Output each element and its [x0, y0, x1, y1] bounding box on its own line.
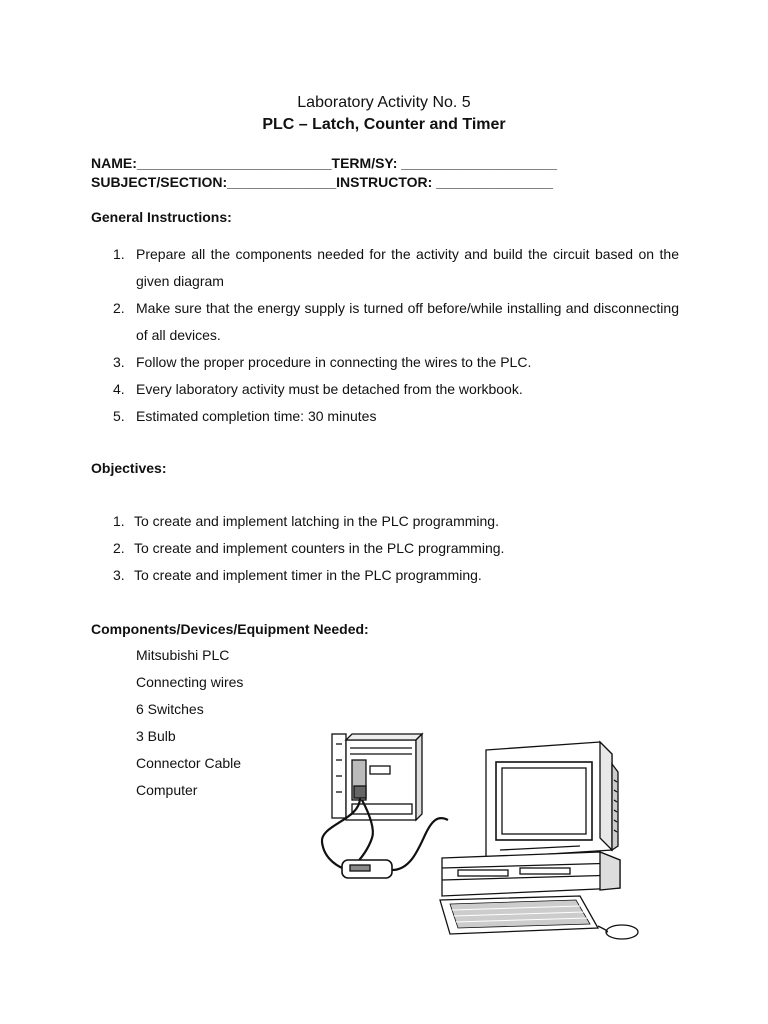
list-item: 2. Make sure that the energy supply is turned off before/while installing and disconnecting of all devices.: [113, 300, 679, 343]
plc-computer-illustration: [300, 720, 650, 945]
mouse-icon: [598, 925, 638, 939]
components-list: [136, 642, 243, 804]
name-term-field: NAME:_________________________TERM/SY: ____________________: [91, 155, 557, 171]
subject-instructor-field: SUBJECT/SECTION:______________INSTRUCTOR: _______________: [91, 174, 553, 190]
list-item: 4. Every laboratory activity must be detached from the workbook.: [113, 381, 523, 397]
list-item: 6 Switches: [136, 701, 204, 717]
keyboard-icon: [440, 896, 598, 934]
plc-icon: [332, 734, 422, 820]
list-item: 3. To create and implement timer in the PLC programming.: [113, 567, 482, 583]
list-item: 1. Prepare all the components needed for the activity and build the circuit based on the given diagram: [113, 246, 679, 289]
list-item: Connector Cable: [136, 755, 242, 771]
list-item: Mitsubishi PLC: [136, 647, 230, 663]
title-line-1: Laboratory Activity No. 5: [297, 94, 471, 111]
list-item: Computer: [136, 782, 198, 798]
list-item: 5. Estimated completion time: 30 minutes: [113, 408, 377, 424]
list-item: 2. To create and implement counters in the PLC programming.: [113, 540, 505, 556]
list-item: 3 Bulb: [136, 728, 176, 744]
instructions-list: [113, 241, 679, 430]
computer-case-icon: [442, 852, 620, 896]
list-item: 3. Follow the proper procedure in connecting the wires to the PLC.: [113, 354, 532, 370]
objectives-heading: Objectives:: [91, 460, 167, 476]
components-heading: Components/Devices/Equipment Needed:: [91, 621, 369, 637]
general-instructions-heading: General Instructions:: [91, 209, 232, 225]
objectives-list: [113, 508, 679, 589]
computer-monitor-icon: [486, 742, 618, 858]
title-line-2: PLC – Latch, Counter and Timer: [262, 116, 506, 133]
list-item: Connecting wires: [136, 674, 244, 690]
list-item: 1. To create and implement latching in the PLC programming.: [113, 513, 499, 529]
